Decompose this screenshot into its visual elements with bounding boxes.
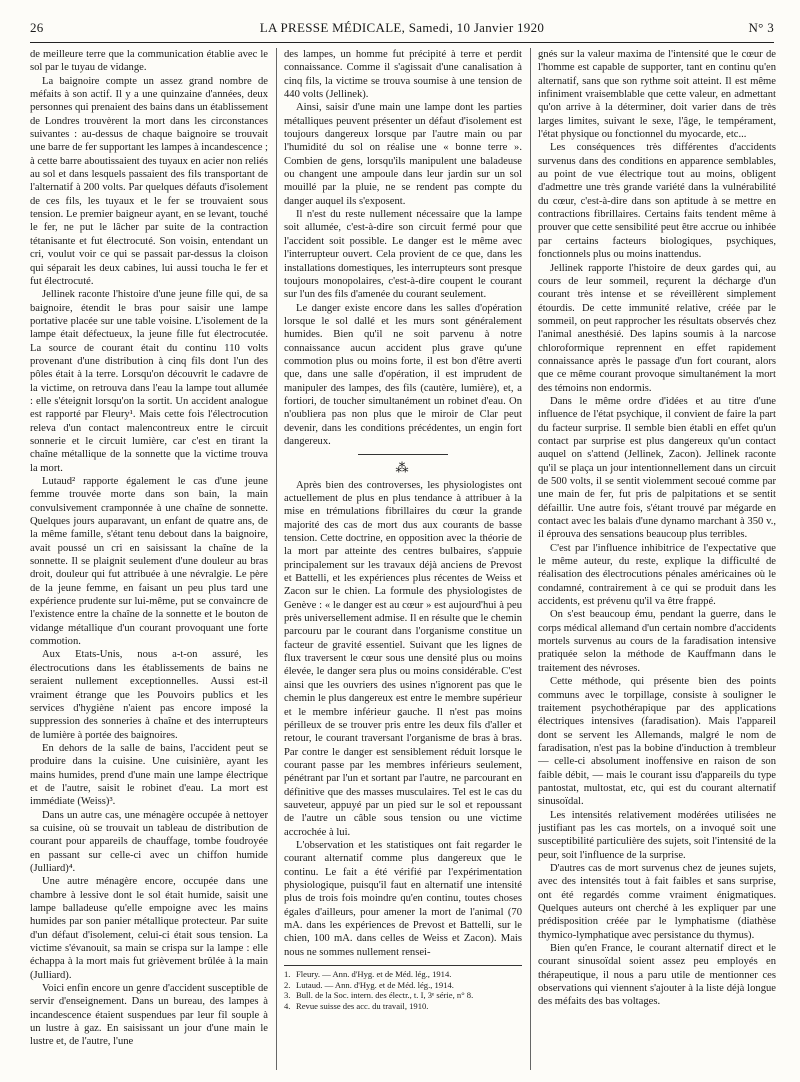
paragraph: Une autre ménagère encore, occupée dans une chambre à lessive dont le sol était humide, saisit une lampe balladeuse qu'elle empoigne avec les mains humides par son panier métallique protecteur. Par suite d'un défaut d'isolement, celui-ci était sous tension. La victime s'évanouit, sa main se crispa sur la lampe : elle échappa à la mort mais fut grièvement brûlée à la main (Julliard). [30, 876, 268, 981]
footnote [284, 980, 522, 991]
issue-number: N° 3 [748, 20, 774, 35]
footnote [284, 990, 522, 1001]
column-1 [30, 48, 268, 1068]
footnote [284, 1001, 522, 1012]
paragraph: Jellinek raconte l'histoire d'une jeune fille qui, de sa baignoire, étendit le bras pour saisir une lampe portative placée sur une table voisine. L'isolement de la lampe était défectueux, la jeune fille fut électrocutée. La source de courant était du continu 110 volts provenant d'une distribution à cinq fils dont l'un des pôles était à la terre. Lorsqu'on découvrit le cadavre de la victime, on retrouva dans l'eau la lampe tout allumée : elle s'éteignit lorsqu'on la sortit. Un accident analogue est rapporté par Fleury¹. Mais cette fois l'électrocution releva d'un contact malencontreux entre le circuit sonnerie et le circuit lumière, car c'est en tirant la chaîne métallique de la sonnette que la victime trouva la mort. [30, 289, 268, 474]
header-rule [30, 42, 774, 43]
page-number: 26 [30, 20, 44, 35]
paragraph: La baignoire compte un assez grand nombre de méfaits à son actif. Il y a une quinzaine d'années, deux personnes qui prenaient des bains dans un établissement de Londres trouvèrent la mort dans les circonstances suivantes : au-dessus de chaque baignoire se trouvait une barre de fer supportant les lampes à incandescence ; à cette barre aboutissaient des tuyaux en acier non reliés au sol et dans lesquels passaient des fils transportant de l'alternatif à 200 volts. Par quelques défauts d'isolement de ces fils, les tuyaux et le fer se trouvaient sous tension. Le premier baigneur ayant, en se levant, touché le fer, ne put le lâcher par suite de la contraction tétanisante et fut électrocuté. Son voisin, entendant un cri, voulut voir ce qui se passait par-dessus la cloison qui séparait les deux cabines, lui aussi toucha le fer et fut électrocuté. [30, 75, 268, 287]
paragraph: des lampes, un homme fut précipité à terre et perdit connaissance. Comme il s'agissait d'une canalisation à cinq fils, la victime se trouva soumise à une tension de 440 volts (Jellinek). [284, 49, 522, 101]
footnote-number: 4. [284, 1000, 291, 1011]
footnote-text: Fleury. — Ann. d'Hyg. et de Méd. lég., 1914. [296, 969, 452, 980]
column-3 [538, 48, 776, 1068]
paragraph: Il n'est du reste nullement nécessaire que la lampe soit allumée, c'est-à-dire son circuit fermé pour que l'accident soit possible. Le danger est le même avec l'interrupteur ouvert. Cela provient de ce que, dans les installations domestiques, les interrupteurs sont presque toujours monopolaires, c'est-à-dire coupent le courant sur l'un des fils d'amenée du courant seulement. [284, 209, 522, 301]
column-2 [284, 48, 522, 1068]
footnote-number: 2. [284, 979, 291, 990]
footnote-number: 3. [284, 990, 291, 1001]
paragraph: On s'est beaucoup ému, pendant la guerre, dans le corps médical allemand d'un certain nombre d'accidents mortels survenus au cours de la faradisation intensive pratiquée selon la méthode de Kauffmann dans le traitement des névroses. [538, 609, 776, 674]
paragraph: Les intensités relativement modérées utilisées ne justifiant pas les cas mortels, on a invoqué soit une susceptibilité particulière des sujets, soit l'intensité de la peur, soit l'influence de la surprise. [538, 809, 776, 861]
footnote-text: Revue suisse des acc. du travail, 1910. [296, 1000, 429, 1011]
paragraph: Dans le même ordre d'idées et au titre d'une influence de l'état psychique, il convient de faire la part du facteur surprise. Il semble bien établi en effet qu'un contact par surprise est plus dangereux qu'un contact auquel on s'attend (Jellinek, Zacon). Jellinek raconte qu'il se plaça un jour intentionnellement dans un circuit de 500 volts, il se sentit violemment secoué comme par une main de fer, fut pris de palpitations et se sentit défaillir. Une autre fois, s'étant trouvé par mégarde en contact avec les balais d'une dynamo marchant à 350 v., il éprouva des sensations beaucoup plus terribles. [538, 395, 776, 541]
paragraph: En dehors de la salle de bains, l'accident peut se produire dans la cuisine. Une cuisinière, ayant les mains humides, prend d'une main une lampe électrique et de l'autre, saisit le robinet d'eau. La mort est immédiate (Weiss)³. [30, 742, 268, 808]
paragraph: L'observation et les statistiques ont fait regarder le courant alternatif comme plus dangereux que le continu. Le fait a été vérifié par l'expérimentation physiologique, puisqu'il faut en alternatif une intensité plus de trois fois moindre qu'en continu, toutes choses égales d'ailleurs, pour amener la mort de l'animal (70 mA. dans les expériences de Prevost et Battelli, sur le chien, 100 mA. dans celles de Weiss et Zacon). Mais nous ne sommes nullement rensei- [284, 839, 522, 958]
paragraph: Jellinek rapporte l'histoire de deux gardes qui, au cours de leur sommeil, reçurent la décharge d'un courant très intense et se réveillèrent simplement étourdis. De cette immunité relative, créée par le sommeil, on peut rapprocher les résultats observés chez l'animal anesthésié. Des lapins soumis à la narcose chloroformique reprennent en effet rapidement connaissance après le passage d'un fort courant, alors que ce même courant provoque simultanément la mort des témoins non endormis. [538, 262, 776, 394]
paragraph: Après bien des controverses, les physiologistes ont actuellement de plus en plus tendance à attribuer à la mise en trémulations fibrillaires du cœur la grande majorité des cas de mort dus aux courants de basse tension. Cette doctrine, en opposition avec la théorie de la mort par atteinte des centres bulbaires, s'appuie principalement sur les travaux déjà anciens de Prevost et Battelli, et les expériences plus récentes de Weiss et Zacon sur le chien. La formule des physiologistes de Genève : « le danger est au cœur » est aujourd'hui à peu près universellement admise. Il en résulte que le chemin parcouru par le courant dans l'organisme constitue un facteur de gravité essentiel. Suivant que les lignes de flux traversent le cœur sous une densité plus ou moins élevée, le danger sera plus ou moins considérable. C'est ainsi que les ouvriers des usines n'ignorent pas que le chemin le plus dangereux est entre le membre supérieur et le membre inférieur gauche. Il n'est pas moins périlleux de se trouver pris entre les deux fils d'aller et retour, le courant traversant l'organisme de bras à bras. Par contre le danger est sensiblement réduit lorsque le courant passe par les membres inférieurs seulement, pénétrant par l'un et sortant par l'autre, ne parcourant en définitive que des masses musculaires. Tel est le cas du sauveteur, appuyé par un pied sur le sol et repoussant de l'autre un câble sous tension ou une victime accrochée à lui. [284, 479, 522, 838]
paragraph: Aux Etats-Unis, nous a-t-on assuré, les électrocutions dans les établissements de bains ne seraient nullement exceptionnelles. Aussi est-il vraiment étrange que les Pouvoirs publics et les services d'hygiène n'aient pas encore imposé la suppression des sonneries à chaîne et des interrupteurs de lumière à portée des baignoires. [30, 649, 268, 741]
paragraph: Lutaud² rapporte également le cas d'une jeune femme trouvée morte dans son bain, la main convulsivement cramponnée à une chaîne de sonnette. Quelques jours auparavant, un enfant de quatre ans, de la même famille, s'étant tenu debout dans la baignoire, avait poussé un cri en saisissant la chaîne de la sonnette. Il se plaignit seulement d'une douleur au bras droit, douleur qui fut attribuée à une névralgie. Le père de la jeune femme, en faisant un peu plus tard une expérience prudente sur lui-même, put se convaincre de l'existence entre la chaîne de la sonnette et le bouton de vidange métallique d'un courant provoquant une forte commotion. [30, 476, 268, 648]
paragraph: D'autres cas de mort survenus chez de jeunes sujets, avec des intensités tout à fait faibles et sans surprise, ont été regardés comme vraiment énigmatiques. Quelques auteurs ont cherché à les expliquer par une prédisposition créée par le lymphatisme (diathèse thymico-lymphatique avec persistance du thymus). [538, 862, 776, 941]
paragraph: Ainsi, saisir d'une main une lampe dont les parties métalliques peuvent présenter un défaut d'isolement est toujours dangereux lorsque par l'autre main ou par l'humidité du sol on réalise une « bonne terre ». Combien de gens, lorsqu'ils manipulent une baladeuse ou changent une ampoule dans leur jardin sur un sol mouillé par la pluie, ne se rendent pas compte du danger auquel ils s'exposent. [284, 102, 522, 207]
paragraph: de meilleure terre que la communication établie avec le sol par le tuyau de vidange. [30, 49, 268, 74]
paragraph: Cette méthode, qui présente bien des points communs avec le torpillage, consiste à souligner le traitement psychothérapique par des applications électriques intensives (faradisation). Mais l'appareil dont se servent les Allemands, malgré le nom de faradisation, n'est pas la bobine d'induction à trembleur — celle-ci absolument inoffensive en raison de son faible débit, — mais le courant issu d'appareils du type pantostat, multostat, etc, qui est du courant alternatif sinusoïdal. [538, 676, 776, 808]
paragraph: Les conséquences très différentes d'accidents survenus dans des conditions en apparence semblables, au point de vue électrique tout au moins, obligent d'admettre une très grande variété dans la vulnérabilité du cœur, c'est-à-dire dans son aptitude à se mettre en contractions fibrillaires. Certains faits tendent même à prouver que cette sensibilité peut être accrue ou inhibée par certains facteurs biologiques, psychiques, fonctionnels plus ou moins inattendus. [538, 142, 776, 261]
paragraph: Dans un autre cas, une ménagère occupée à nettoyer sa cuisine, où se trouvait un tableau de distribution de courant pour appareils de chauffage, tombe foudroyée en passant sur celle-ci avec un chiffon humide (Julliard)⁴. [30, 809, 268, 874]
footnote [284, 969, 522, 980]
paragraph: Voici enfin encore un genre d'accident susceptible de servir d'enseignement. Dans un bureau, des lampes à incandescence étaient suspendues par leur fil souple à un lustre à gaz. En saisissant un jour d'une main le lustre et, de l'autre, l'une [30, 983, 268, 1048]
section-rule [358, 454, 448, 455]
article-body [30, 48, 776, 1068]
footnote-number: 1. [284, 969, 291, 980]
asterism: ⁂ [395, 460, 411, 476]
paragraph: C'est par l'influence inhibitrice de l'expectative que le même auteur, du reste, explique la difficulté de réalisation des électrocutions pénales américaines où le condamné, contrairement à ce qui se produit dans les accidents, est prévenu qu'il va être frappé. [538, 542, 776, 608]
paragraph: Bien qu'en France, le courant alternatif direct et le courant sinusoïdal soient assez peu employés en thérapeutique, il nous a paru utile de mentionner ces observations qui viennent s'ajouter à la liste déjà longue des méfaits des bas voltages. [538, 943, 776, 1008]
footnote-text: Lutaud. — Ann. d'Hyg. et de Méd. lég., 1914. [296, 979, 454, 990]
running-header [30, 20, 774, 40]
journal-title: LA PRESSE MÉDICALE, Samedi, 10 Janvier 1920 [259, 20, 545, 35]
paragraph: gnés sur la valeur maxima de l'intensité que le cœur de l'homme est capable de supporter, tant en continu qu'en alternatif, sans que son rythme soit atteint. Il est même infiniment vraisemblable que cette valeur, en admettant qu'on arrive à la déterminer, doit varier dans de très larges limites, suivant le sexe, l'âge, le tempérament, l'état physique ou fonctionnel du myocarde, etc... [538, 49, 776, 141]
footnote-rule [284, 965, 522, 966]
footnote-text: Bull. de la Soc. intern. des électr., t. I, 3ᵉ série, n° 8. [296, 990, 474, 1001]
paragraph: Le danger existe encore dans les salles d'opération lorsque le sol dallé et les murs sont généralement humides. Bien qu'il ne soit parvenu à notre connaissance aucun accident plus grave qu'une commotion plus ou moins forte, il est bon d'être averti que, dans une salle d'opération, il est imprudent de manipuler des lampes, des fils (cautère, lumière), et, a fortiori, de toucher simultanément un robinet d'eau. On n'oubliera pas non plus que le miroir de Clar peut devenir, dans les conditions précédentes, un engin fort dangereux. [284, 302, 522, 447]
